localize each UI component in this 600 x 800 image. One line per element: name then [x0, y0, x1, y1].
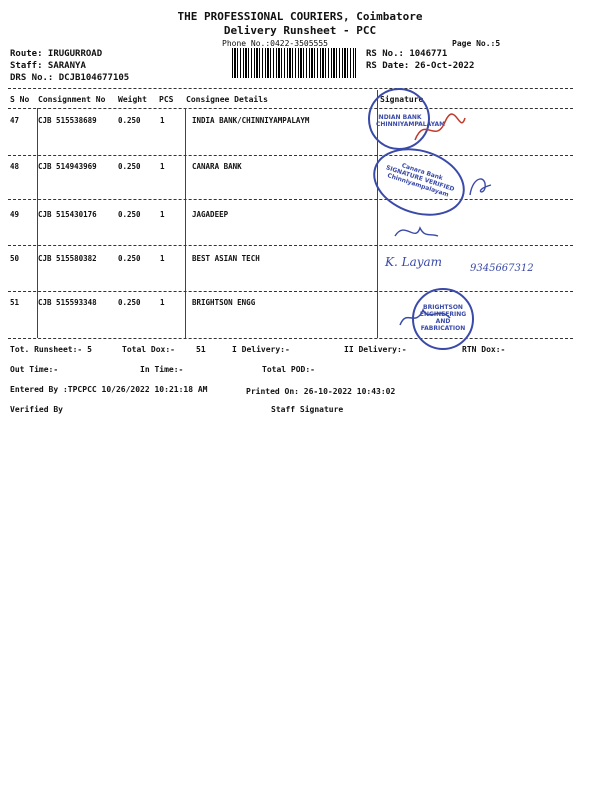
- row49-signature: [390, 218, 440, 246]
- rs-date: RS Date: 26-Oct-2022: [366, 61, 475, 71]
- phone-number: Phone No.:0422-3505555: [222, 39, 328, 48]
- divider: [8, 88, 573, 89]
- row-consignee: BEST ASIAN TECH: [192, 254, 260, 263]
- row-consignment: CJB 515430176: [38, 210, 97, 219]
- col-pcs: PCS: [159, 95, 174, 104]
- staff-signature: Staff Signature: [271, 405, 344, 414]
- company-title: THE PROFESSIONAL COURIERS, Coimbatore: [177, 10, 423, 23]
- row-consignee: CANARA BANK: [192, 162, 242, 171]
- row-pcs: 1: [160, 162, 165, 171]
- row-weight: 0.250: [118, 210, 141, 219]
- row-consignment: CJB 514943969: [38, 162, 97, 171]
- row-sno: 51: [10, 298, 20, 307]
- brightson-stamp: BRIGHTSON ENGINEERING AND FABRICATION: [412, 288, 474, 350]
- row-sno: 47: [10, 116, 20, 125]
- row-divider: [8, 155, 573, 156]
- row47-signature: [410, 110, 470, 150]
- row-divider: [8, 291, 573, 292]
- route: Route: IRUGURROAD: [10, 49, 103, 59]
- row48-signature: [465, 170, 495, 200]
- column-line: [185, 108, 186, 338]
- row-sno: 48: [10, 162, 20, 171]
- col-sno: S No: [10, 95, 30, 104]
- row-consignee: INDIA BANK/CHINNIYAMPALAYM: [192, 116, 310, 125]
- row50-signature: K. Layam: [385, 255, 443, 269]
- rtn-dox: RTN Dox:-: [462, 345, 506, 354]
- divider: [8, 108, 573, 109]
- row-weight: 0.250: [118, 254, 141, 263]
- col-weight: Weight: [118, 95, 147, 104]
- in-time: In Time:-: [140, 365, 184, 374]
- out-time: Out Time:-: [10, 365, 59, 374]
- row-pcs: 1: [160, 254, 165, 263]
- printed-on: Printed On: 26-10-2022 10:43:02: [246, 387, 396, 396]
- barcode: [232, 48, 356, 78]
- divider: [8, 338, 573, 339]
- col-consignee: Consignee Details: [186, 95, 268, 104]
- row-sno: 50: [10, 254, 20, 263]
- indian-bank-stamp: INDIAN BANK CHINNIYAMPALAYAM: [368, 88, 430, 150]
- total-runsheet: Tot. Runsheet:- 5: [10, 345, 92, 354]
- i-delivery: I Delivery:-: [232, 345, 290, 354]
- ii-delivery: II Delivery:-: [344, 345, 407, 354]
- total-pod: Total POD:-: [262, 365, 315, 374]
- drs-number: DRS No.: DCJB104677105: [10, 73, 130, 83]
- row-pcs: 1: [160, 210, 165, 219]
- entered-by: Entered By :TPCPCC 10/26/2022 10:21:18 AM: [10, 385, 208, 394]
- col-consignment: Consignment No: [38, 95, 106, 104]
- total-dox-value: 51: [196, 345, 206, 354]
- runsheet-title: Delivery Runsheet - PCC: [223, 24, 377, 37]
- verified-by: Verified By: [10, 405, 63, 414]
- row50-phone: 9345667312: [470, 263, 534, 274]
- row-consignment: CJB 515593348: [38, 298, 97, 307]
- row-consignee: JAGADEEP: [192, 210, 229, 219]
- total-dox-label: Total Dox:-: [122, 345, 175, 354]
- row-weight: 0.250: [118, 298, 141, 307]
- staff: Staff: SARANYA: [10, 61, 86, 71]
- row51-signature: [395, 300, 455, 334]
- row-weight: 0.250: [118, 162, 141, 171]
- row-divider: [8, 245, 573, 246]
- row-weight: 0.250: [118, 116, 141, 125]
- col-signature: Signature: [380, 95, 424, 104]
- row-pcs: 1: [160, 116, 165, 125]
- canara-bank-stamp: Canara Bank SIGNATURE VERIFIED Chinniyampalayam: [364, 137, 473, 227]
- rs-number: RS No.: 1046771: [366, 49, 448, 59]
- row-pcs: 1: [160, 298, 165, 307]
- row-consignee: BRIGHTSON ENGG: [192, 298, 256, 307]
- row-sno: 49: [10, 210, 20, 219]
- page-number: Page No.:5: [452, 39, 501, 48]
- row-consignment: CJB 515580382: [38, 254, 97, 263]
- row-consignment: CJB 515538689: [38, 116, 97, 125]
